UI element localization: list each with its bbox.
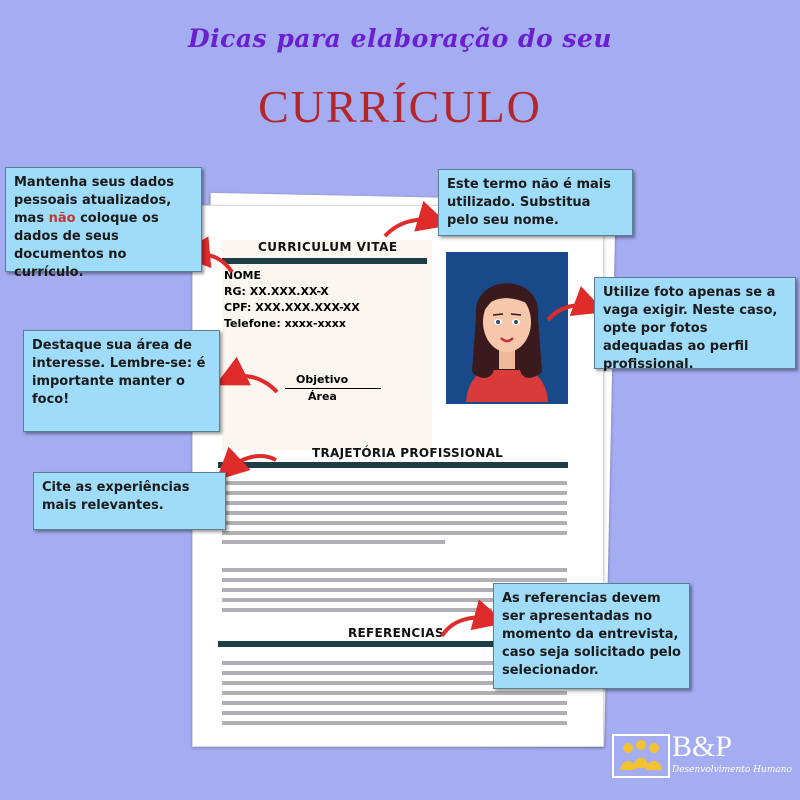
- personal-data-block: [224, 268, 360, 332]
- career-heading: TRAJETÓRIA PROFISSIONAL: [312, 446, 504, 460]
- content-line: [222, 578, 567, 582]
- content-line: [222, 711, 567, 715]
- content-line: [222, 721, 567, 725]
- personal-rg: RG: XX.XXX.XX-X: [224, 285, 329, 298]
- cv-heading: CURRICULUM VITAE: [258, 240, 398, 254]
- objective-divider: [285, 388, 381, 389]
- content-line: [222, 608, 492, 612]
- content-line: [222, 511, 567, 515]
- content-line: [222, 540, 445, 544]
- callout-experience: Cite as experiências mais relevantes.: [33, 472, 226, 530]
- content-line: [222, 501, 567, 505]
- callout-objective: Destaque sua área de interesse. Lembre-se: é importante manter o foco!: [23, 330, 220, 432]
- career-heading-bar: [218, 462, 568, 468]
- people-group-icon: [612, 734, 670, 778]
- woman-avatar-icon: [446, 252, 568, 404]
- logo-name: B&P: [672, 730, 733, 763]
- callout-references: As referencias devem ser apresentadas no momento da entrevista, caso seja solicitado pelo selecionador.: [493, 583, 690, 689]
- callout-photo: Utilize foto apenas se a vaga exigir. Neste caso, opte por fotos adequadas ao perfil profissional.: [594, 277, 796, 369]
- callout-personal-data: Mantenha seus dados pessoais atualizados, mas não coloque os dados de seus documentos no currículo.: [5, 167, 202, 272]
- personal-phone: Telefone: xxxx-xxxx: [224, 317, 346, 330]
- area-label: Área: [308, 390, 337, 403]
- objective-label: Objetivo: [296, 373, 349, 386]
- content-line: [222, 491, 567, 495]
- content-line: [222, 691, 567, 695]
- page-title: CURRÍCULO: [258, 81, 542, 132]
- personal-name: NOME: [224, 269, 262, 282]
- logo-tagline: Desenvolvimento Humano: [672, 765, 792, 775]
- content-line: [222, 568, 567, 572]
- page-subtitle: Dicas para elaboração do seu: [187, 24, 613, 53]
- cv-heading-bar: [222, 258, 427, 264]
- content-line: [222, 531, 567, 535]
- callout-highlight: não: [48, 211, 76, 226]
- content-line: [222, 521, 567, 525]
- personal-cpf: CPF: XXX.XXX.XXX-XX: [224, 301, 360, 314]
- content-line: [222, 481, 567, 485]
- references-heading: REFERENCIAS: [348, 626, 444, 640]
- callout-term: Este termo não é mais utilizado. Substitua pelo seu nome.: [438, 169, 633, 236]
- content-line: [222, 701, 567, 705]
- profile-photo: [446, 252, 568, 404]
